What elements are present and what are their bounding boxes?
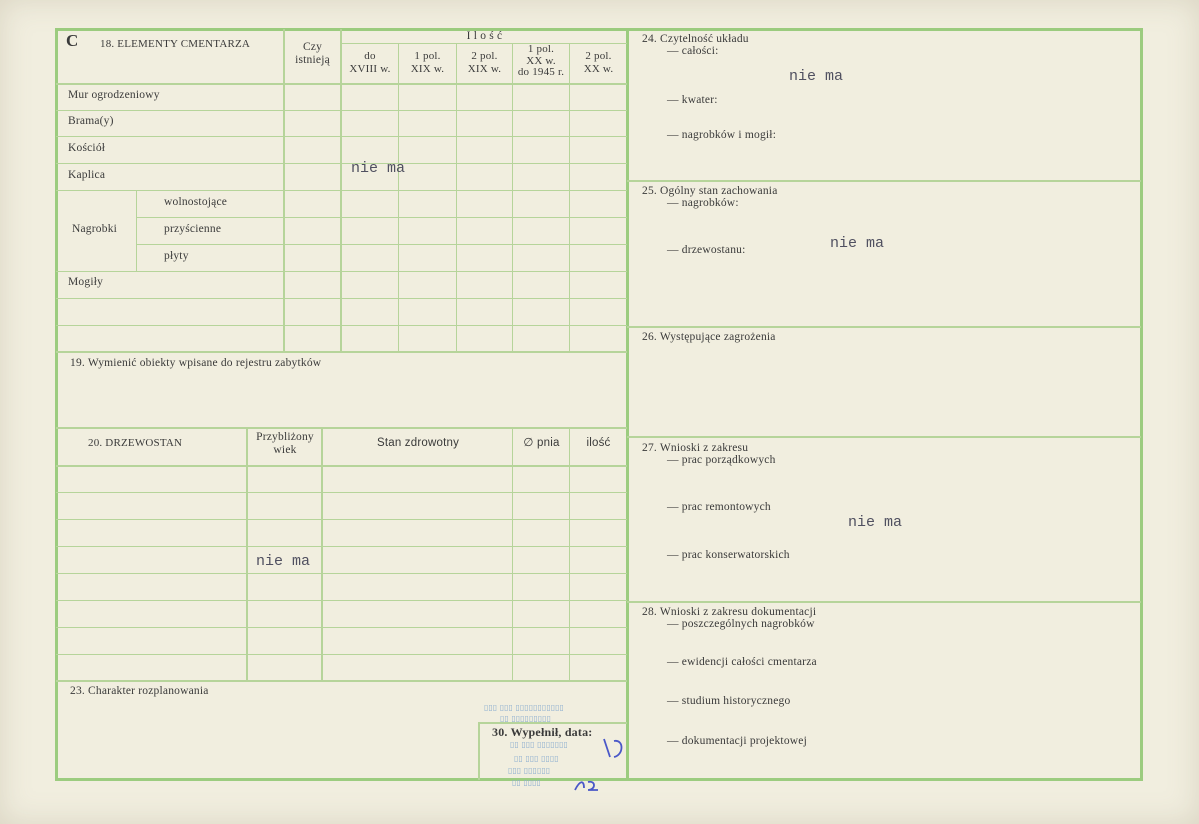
s27-item-konserwatorskich: — prac konserwatorskich: [667, 549, 790, 561]
rule: [56, 163, 627, 164]
rule: [136, 244, 627, 245]
col-header-5: 2 pol. XX w.: [583, 50, 614, 75]
rule: [56, 271, 627, 272]
stamp-mark: ▯▯ ▯▯▯ ▯▯▯▯: [514, 754, 559, 763]
rule: [569, 44, 570, 352]
s28-item-studium: — studium historycznego: [667, 695, 791, 707]
row-label-wolnostojace: wolnostojące: [164, 196, 228, 208]
frame-center: [626, 28, 629, 780]
typed-nie-ma-24: nie ma: [789, 68, 844, 85]
handwriting-mark: [572, 778, 602, 794]
typed-nie-ma-18: nie ma: [351, 160, 406, 177]
pnia-header: ∅ pnia: [523, 437, 560, 449]
s24-item-nagrobkow: — nagrobków i mogił:: [667, 129, 777, 141]
s28-item-projektowej: — dokumentacji projektowej: [667, 735, 807, 747]
s27-item-remontowych: — prac remontowych: [667, 501, 771, 513]
rule: [398, 44, 399, 352]
ilosc-header-20: ilość: [586, 437, 611, 449]
s18-title: 18. ELEMENTY CMENTARZA: [100, 38, 251, 50]
rule: [136, 190, 137, 271]
stamp-mark: ▯▯ ▯▯▯ ▯▯▯▯▯▯▯: [510, 740, 568, 749]
stamp-mark: ▯▯▯ ▯▯▯ ▯▯▯▯▯▯▯▯▯▯▯: [484, 703, 564, 712]
row-label-kosciol: Kościół: [68, 142, 106, 154]
s19-title: 19. Wymienić obiekty wpisane do rejestru zabytków: [70, 357, 322, 369]
row-label-przyscienne: przyścienne: [164, 223, 222, 235]
col-header-4: 1 pol. XX w. do 1945 r.: [517, 43, 565, 78]
s24-item-calosci: — całości:: [667, 45, 719, 57]
s20-title: 20. DRZEWOSTAN: [88, 437, 183, 449]
rule: [456, 44, 457, 352]
s25-item-drzewostanu: — drzewostanu:: [667, 244, 746, 256]
ilosc-header: I l o ś ć: [466, 30, 503, 42]
rule: [512, 44, 513, 352]
rule: [56, 427, 627, 429]
rule: [56, 351, 627, 353]
rule: [56, 546, 627, 547]
rule: [56, 680, 627, 682]
rule: [56, 110, 627, 111]
typed-nie-ma-27: nie ma: [848, 514, 903, 531]
typed-nie-ma-25: nie ma: [830, 235, 885, 252]
rule: [340, 43, 627, 44]
section-letter: C: [66, 31, 79, 50]
rule: [56, 190, 627, 191]
stamp-mark: ▯▯▯ ▯▯▯▯▯▯: [508, 766, 551, 775]
row-label-mogily: Mogiły: [68, 276, 104, 288]
rule: [627, 601, 1141, 603]
stamp-mark: ▯▯ ▯▯▯▯: [512, 778, 541, 787]
przyblizony-wiek: Przybliżony wiek: [256, 431, 314, 456]
row-label-brama: Brama(y): [68, 115, 114, 127]
stan-zdrowotny: Stan zdrowotny: [376, 437, 460, 449]
rule: [627, 180, 1141, 182]
rule: [627, 436, 1141, 438]
s28-item-ewidencji: — ewidencji całości cmentarza: [667, 656, 817, 668]
row-label-mur: Mur ogrodzeniowy: [68, 89, 160, 101]
s30-title: 30. Wypełnił, data:: [492, 725, 593, 739]
row-label-nagrobki: Nagrobki: [72, 223, 118, 235]
s25-item-nagrobkow: — nagrobków:: [667, 197, 739, 209]
frame-right: [1140, 28, 1143, 780]
rule: [136, 217, 627, 218]
rule: [627, 326, 1141, 328]
s25-title: 25. Ogólny stan zachowania: [642, 185, 778, 197]
row-label-kaplica: Kaplica: [68, 169, 106, 181]
rule: [478, 722, 480, 780]
rule: [56, 600, 627, 601]
s23-title: 23. Charakter rozplanowania: [70, 685, 209, 697]
rule: [56, 573, 627, 574]
col-header-3: 2 pol. XIX w.: [467, 50, 502, 75]
s24-title: 24. Czytelność układu: [642, 33, 749, 45]
rule: [56, 465, 627, 467]
handwriting-mark: [600, 735, 630, 765]
rule: [56, 83, 627, 85]
rule: [56, 627, 627, 628]
rule: [56, 519, 627, 520]
rule: [56, 136, 627, 137]
s27-title: 27. Wnioski z zakresu: [642, 442, 749, 454]
col-header-2: 1 pol. XIX w.: [410, 50, 445, 75]
frame-left: [55, 28, 58, 780]
typed-nie-ma-20: nie ma: [256, 553, 311, 570]
czy-istnieja-label: Czy istnieją: [295, 41, 330, 66]
rule: [56, 298, 627, 299]
s24-item-kwater: — kwater:: [667, 94, 718, 106]
s27-item-porzadkowych: — prac porządkowych: [667, 454, 776, 466]
rule: [56, 325, 627, 326]
rule: [56, 492, 627, 493]
col-header-1: do XVIII w.: [349, 50, 391, 75]
stamp-mark: ▯▯ ▯▯▯▯▯▯▯▯▯: [500, 714, 551, 723]
row-label-plyty: płyty: [164, 250, 189, 262]
rule: [56, 654, 627, 655]
s28-title: 28. Wnioski z zakresu dokumentacji: [642, 606, 817, 618]
s28-item-nagrobkow: — poszczególnych nagrobków: [667, 618, 815, 630]
s26-title: 26. Występujące zagrożenia: [642, 331, 776, 343]
